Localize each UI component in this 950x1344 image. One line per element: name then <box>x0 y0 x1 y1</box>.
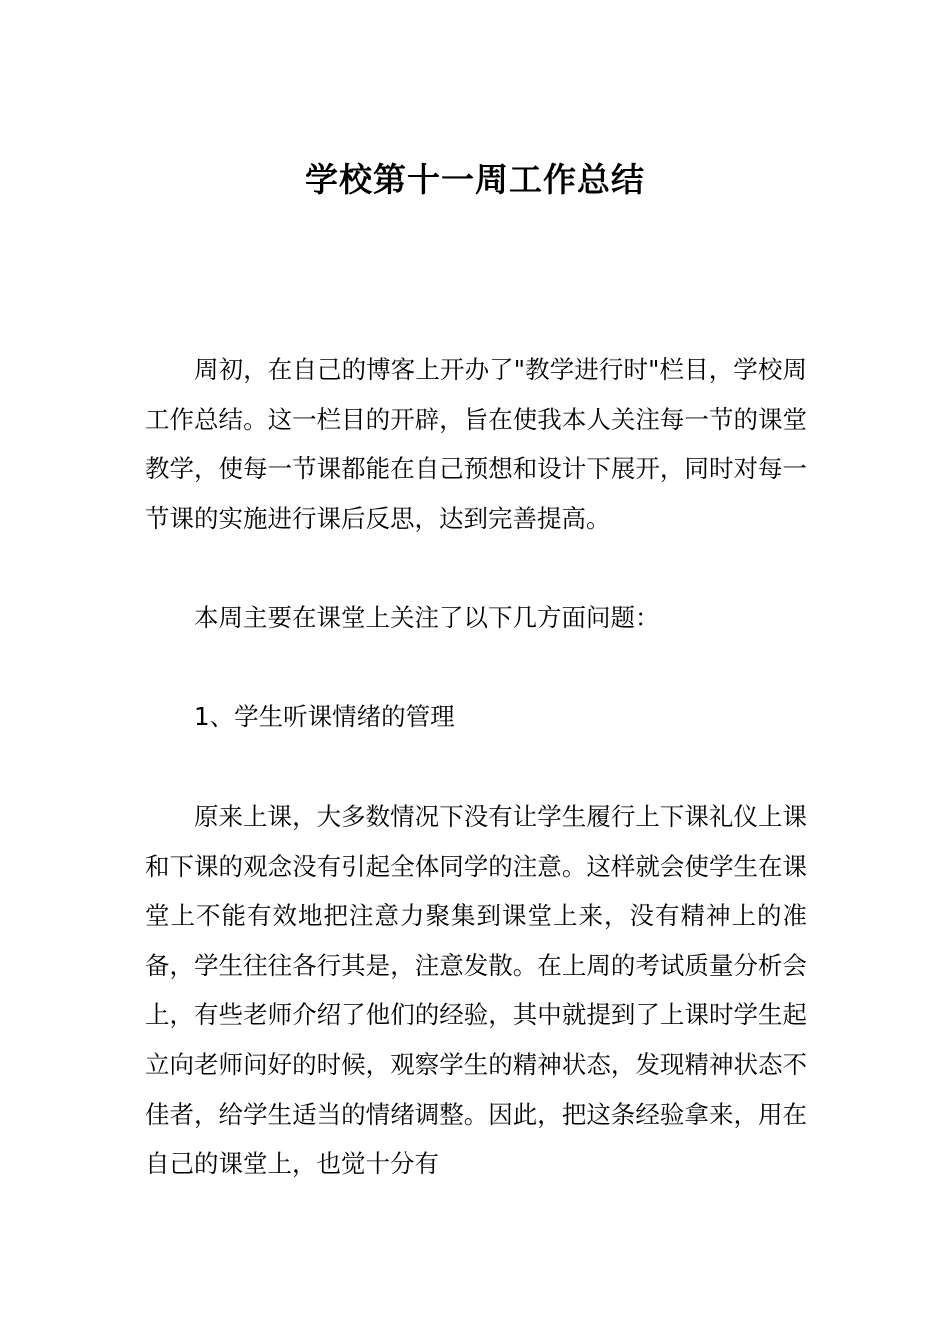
section-heading-1 <box>145 692 807 742</box>
paragraph-text: 原来上课，大多数情况下没有让学生履行上下课礼仪上课和下课的观念没有引起全体同学的注意。这样就会使学生在课堂上不能有效地把注意力聚集到课堂上来，没有精神上的准备，学生往往各行其是，注意发散。在上周的考试质量分析会上，有些老师介绍了他们的经验，其中就提到了上课时学生起立向老师问好的时候，观察学生的精神状态，发现精神状态不佳者，给学生适当的情绪调整。因此，把这条经验拿来，用在自己的课堂上，也觉十分有 <box>145 802 807 1179</box>
paragraph-focus-intro <box>145 593 807 643</box>
paragraph-section-1-body <box>145 792 807 1189</box>
document-title: 学校第十一周工作总结 <box>305 160 645 199</box>
paragraph-text: 本周主要在课堂上关注了以下几方面问题： <box>194 603 660 632</box>
section-heading-text: 1、学生听课情绪的管理 <box>194 702 455 731</box>
paragraph-intro <box>145 345 807 543</box>
paragraph-text: 周初，在自己的博客上开办了"教学进行时"栏目，学校周工作总结。这一栏目的开辟，旨在使我本人关注每一节的课堂教学，使每一节课都能在自己预想和设计下展开，同时对每一节课的实施进行课后反思，达到完善提高。 <box>145 355 807 533</box>
